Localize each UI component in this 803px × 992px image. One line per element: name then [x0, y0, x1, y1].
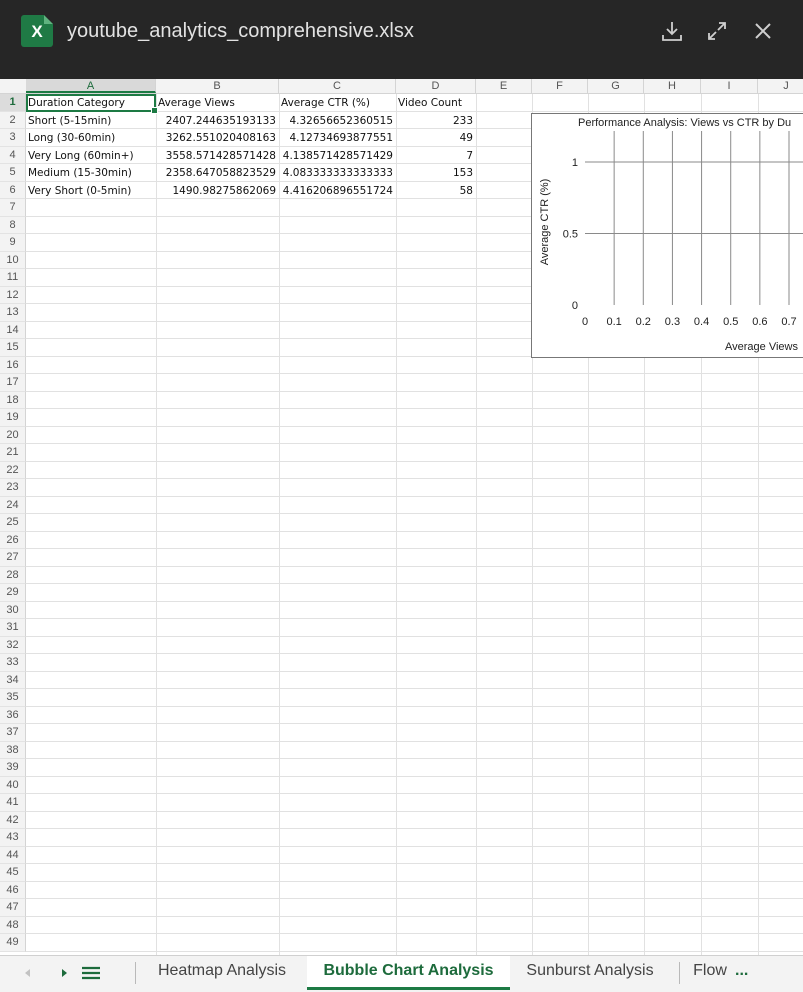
row-header-17[interactable]: 17: [0, 374, 26, 392]
x-tick-label: 0.4: [693, 316, 710, 328]
row-header-43[interactable]: 43: [0, 829, 26, 847]
row-header-49[interactable]: 49: [0, 934, 26, 952]
row-header-13[interactable]: 13: [0, 304, 26, 322]
column-header-h[interactable]: H: [644, 79, 701, 93]
sheet-tab-bubble-chart-analysis[interactable]: Bubble Chart Analysis: [307, 956, 510, 990]
tab-separator: [135, 962, 136, 984]
active-cell-indicator: [26, 94, 156, 112]
grid-row-line: [26, 741, 803, 742]
column-header-f[interactable]: F: [532, 79, 588, 93]
column-header-j[interactable]: J: [758, 79, 803, 93]
grid-row-line: [26, 723, 803, 724]
row-header-7[interactable]: 7: [0, 199, 26, 217]
grid-row-line: [26, 478, 803, 479]
scatter-chart: [532, 114, 803, 358]
cell-number[interactable]: 49: [459, 132, 473, 144]
grid-row-line: [26, 811, 803, 812]
column-header-i[interactable]: I: [701, 79, 758, 93]
grid-row-line: [26, 846, 803, 847]
row-header-25[interactable]: 25: [0, 514, 26, 532]
cell-number[interactable]: 58: [459, 184, 473, 197]
y-tick-label: 1: [571, 157, 578, 169]
row-header-2[interactable]: 2: [0, 112, 26, 130]
file-title: youtube_analytics_comprehensive.xlsx: [67, 20, 414, 42]
column-header-c[interactable]: C: [279, 79, 396, 93]
cell-number[interactable]: 4.083333333333333: [282, 167, 393, 179]
cell-number[interactable]: 3558.571428571428: [165, 149, 276, 162]
grid-row-line: [26, 933, 803, 934]
cell-number[interactable]: 4.32656652360515: [289, 114, 393, 127]
x-tick-label: 0.2: [635, 316, 651, 328]
row-header-12[interactable]: 12: [0, 287, 26, 305]
y-tick-label: 0.5: [562, 228, 578, 241]
scroll-tabs-left-icon[interactable]: [20, 964, 36, 982]
cell-text[interactable]: Long (30-60min): [28, 132, 116, 144]
grid-row-line: [26, 706, 803, 707]
grid-row-line: [26, 426, 803, 427]
row-header-23[interactable]: 23: [0, 479, 26, 497]
row-header-45[interactable]: 45: [0, 864, 26, 882]
column-header-g[interactable]: G: [588, 79, 644, 93]
y-tick-label: 0: [571, 300, 578, 312]
cell-text[interactable]: Average CTR (%): [281, 97, 371, 109]
y-axis-title: Average CTR (%): [539, 178, 551, 266]
row-header-5[interactable]: 5: [0, 164, 26, 182]
row-header-4[interactable]: 4: [0, 147, 26, 165]
grid-row-line: [26, 758, 803, 759]
row-header-33[interactable]: 33: [0, 654, 26, 672]
grid-row-line: [26, 391, 803, 392]
row-header-3[interactable]: 3: [0, 129, 26, 147]
grid-row-line: [26, 688, 803, 689]
grid-row-line: [26, 513, 803, 514]
row-header-31[interactable]: 31: [0, 619, 26, 637]
grid-row-line: [26, 863, 803, 864]
tab-separator: [679, 962, 680, 984]
embedded-chart[interactable]: [531, 113, 803, 358]
cell-text[interactable]: Very Short (0-5min): [28, 184, 132, 197]
grid-row-line: [26, 916, 803, 917]
grid-row-line: [26, 793, 803, 794]
grid-row-line: [26, 881, 803, 882]
row-header-44[interactable]: 44: [0, 847, 26, 865]
row-header-26[interactable]: 26: [0, 532, 26, 550]
row-header-46[interactable]: 46: [0, 882, 26, 900]
chart-title: Performance Analysis: Views vs CTR by Du: [578, 117, 792, 129]
grid-row-line: [26, 828, 803, 829]
cell-number[interactable]: 2407.244635193133: [165, 114, 276, 127]
expand-icon[interactable]: [704, 18, 730, 44]
row-header-15[interactable]: 15: [0, 339, 26, 357]
grid-row-line: [26, 583, 803, 584]
column-headers: [0, 79, 803, 94]
row-header-1[interactable]: 1: [0, 94, 26, 112]
cell-text[interactable]: Average Views: [158, 97, 235, 109]
row-header-18[interactable]: 18: [0, 392, 26, 410]
row-header-22[interactable]: 22: [0, 462, 26, 480]
sheet-tab-bar: [0, 955, 803, 992]
cell-number[interactable]: 1490.98275862069: [172, 184, 276, 197]
row-header-32[interactable]: 32: [0, 637, 26, 655]
row-header-39[interactable]: 39: [0, 759, 26, 777]
x-tick-label: 0: [581, 316, 589, 328]
grid-row-line: [26, 548, 803, 549]
column-header-d[interactable]: D: [396, 79, 476, 93]
row-header-30[interactable]: 30: [0, 602, 26, 620]
x-tick-label: 0.3: [664, 316, 681, 328]
grid-row-line: [26, 443, 803, 444]
row-header-34[interactable]: 34: [0, 672, 26, 690]
row-header-6[interactable]: 6: [0, 182, 26, 200]
grid-row-line: [26, 408, 803, 409]
row-header-37[interactable]: 37: [0, 724, 26, 742]
cell-number[interactable]: 4.138571428571429: [282, 149, 393, 162]
cell-text[interactable]: Short (5-15min): [28, 114, 112, 127]
title-bar: [0, 0, 803, 79]
x-tick-label: 0.1: [606, 316, 622, 328]
grid-column-line: [279, 94, 280, 955]
grid-row-line: [26, 653, 803, 654]
x-tick-label: 0.6: [752, 316, 768, 328]
cell-number[interactable]: 2358.647058823529: [165, 167, 276, 179]
row-header-24[interactable]: 24: [0, 497, 26, 515]
cell-number[interactable]: 233: [452, 114, 473, 127]
excel-file-icon: [21, 15, 53, 47]
row-header-29[interactable]: 29: [0, 584, 26, 602]
grid-column-line: [156, 94, 157, 955]
cell-text[interactable]: Video Count: [398, 97, 462, 109]
sheet-tab-sunburst-analysis[interactable]: Sunburst Analysis: [526, 962, 654, 979]
x-tick-label: 0.7: [781, 316, 797, 328]
row-header-16[interactable]: 16: [0, 357, 26, 375]
grid-row-line: [26, 461, 803, 462]
row-header-41[interactable]: 41: [0, 794, 26, 812]
row-header-27[interactable]: 27: [0, 549, 26, 567]
row-header-28[interactable]: 28: [0, 567, 26, 585]
grid-row-line: [26, 671, 803, 672]
grid-row-line: [26, 496, 803, 497]
row-header-20[interactable]: 20: [0, 427, 26, 445]
column-header-b[interactable]: B: [156, 79, 279, 93]
grid-row-line: [26, 373, 803, 374]
row-header-38[interactable]: 38: [0, 742, 26, 760]
cell-text[interactable]: Very Long (60min+): [28, 149, 134, 162]
row-header-40[interactable]: 40: [0, 777, 26, 795]
grid-row-line: [26, 636, 803, 637]
row-header-11[interactable]: 11: [0, 269, 26, 287]
row-header-36[interactable]: 36: [0, 707, 26, 725]
cell-text[interactable]: Duration Category: [28, 97, 125, 109]
scroll-tabs-right-icon[interactable]: [56, 964, 72, 982]
x-tick-label: 0.5: [723, 316, 739, 328]
row-header-42[interactable]: 42: [0, 812, 26, 830]
grid-column-line: [476, 94, 477, 955]
cell-number[interactable]: 4.12734693877551: [289, 132, 393, 144]
column-header-a[interactable]: A: [26, 79, 156, 93]
cell-number[interactable]: 4.416206896551724: [282, 184, 393, 197]
row-header-21[interactable]: 21: [0, 444, 26, 462]
close-icon[interactable]: [750, 18, 776, 44]
grid-row-line: [26, 601, 803, 602]
excel-icon-letter: X: [31, 22, 43, 41]
row-header-19[interactable]: 19: [0, 409, 26, 427]
grid-row-line: [26, 898, 803, 899]
sheet-tab-heatmap-analysis[interactable]: Heatmap Analysis: [157, 962, 287, 979]
grid-row-line: [26, 951, 803, 952]
download-icon[interactable]: [659, 18, 685, 44]
row-header-35[interactable]: 35: [0, 689, 26, 707]
more-sheets-button[interactable]: ...: [735, 962, 749, 979]
grid-row-line: [26, 776, 803, 777]
row-header-47[interactable]: 47: [0, 899, 26, 917]
row-header-10[interactable]: 10: [0, 252, 26, 270]
grid-row-line: [26, 566, 803, 567]
row-header-48[interactable]: 48: [0, 917, 26, 935]
cell-number[interactable]: 3262.551020408163: [165, 132, 276, 144]
grid-row-line: [26, 618, 803, 619]
all-sheets-menu-icon[interactable]: [80, 964, 102, 982]
row-header-9[interactable]: 9: [0, 234, 26, 252]
grid-row-line: [26, 531, 803, 532]
column-header-e[interactable]: E: [476, 79, 532, 93]
sheet-tab-flow[interactable]: Flow: [693, 962, 727, 979]
row-header-8[interactable]: 8: [0, 217, 26, 235]
cell-text[interactable]: Medium (15-30min): [28, 167, 132, 179]
cell-number[interactable]: 153: [452, 167, 473, 179]
cell-number[interactable]: 7: [466, 149, 473, 162]
row-header-14[interactable]: 14: [0, 322, 26, 340]
grid-column-line: [396, 94, 397, 955]
x-axis-title: Average Views: [725, 341, 798, 353]
